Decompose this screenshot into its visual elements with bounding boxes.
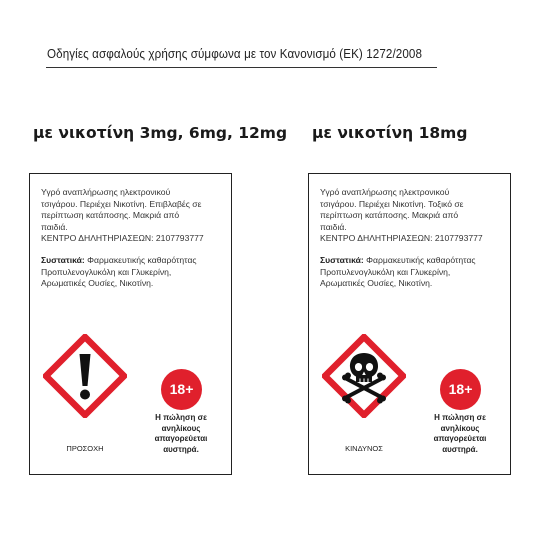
age-notice-line: ανηλίκους <box>161 423 201 433</box>
age-notice-line: απαγορεύεται <box>433 434 487 443</box>
composition-line: Προπυλενογλυκόλη και Γλυκερίνη, <box>41 266 172 277</box>
warning-line: τσιγάρου. Περιέχει Νικοτίνη. Τοξικό σε <box>320 198 464 209</box>
warning-line: περίπτωση κατάποσης. Μακριά από <box>41 210 180 221</box>
composition-line: Αρωματικές Ουσίες, Νικοτίνη. <box>41 278 154 289</box>
composition-text: Φαρμακευτικής καθαρότητας <box>84 254 197 265</box>
warning-line: περίπτωση κατάποσης. Μακριά από <box>320 210 459 221</box>
title-underline <box>46 67 437 68</box>
warning-line: παιδιά. <box>41 221 68 232</box>
warning-line: Υγρό αναπλήρωσης ηλεκτρονικού <box>320 187 450 197</box>
composition-label: Συστατικά: <box>41 254 85 265</box>
age-notice-line: Η πώληση σε <box>434 413 486 422</box>
age-18-badge: 18+ <box>440 369 481 410</box>
skull-crossbones-icon <box>322 334 406 418</box>
composition-line: Προπυλενογλυκόλη και Γλυκερίνη, <box>320 266 451 277</box>
warning-line: Υγρό αναπλήρωσης ηλεκτρονικού <box>41 187 171 197</box>
composition-text: Φαρμακευτικής καθαρότητας <box>363 254 476 265</box>
signal-word: ΠΡΟΣΟΧΗ <box>66 444 104 453</box>
label-card-high-nicotine <box>308 173 511 475</box>
age-restriction-notice <box>134 413 228 455</box>
composition-line <box>41 255 221 267</box>
warning-line: τσιγάρου. Περιέχει Νικοτίνη. Επιβλαβές σε <box>41 198 202 209</box>
composition-label: Συστατικά: <box>320 254 364 265</box>
age-notice-line: Η πώληση σε <box>155 413 207 422</box>
composition-line: Αρωματικές Ουσίες, Νικοτίνη. <box>320 278 433 289</box>
age-notice-line: αυστηρά. <box>442 444 478 454</box>
heading-low-nicotine: με νικοτίνη 3mg, 6mg, 12mg <box>33 124 288 142</box>
composition-line <box>320 255 500 267</box>
heading-high-nicotine: με νικοτίνη 18mg <box>312 124 468 142</box>
age-notice-line: απαγορεύεται <box>154 434 208 443</box>
age-restriction-notice <box>413 413 507 455</box>
age-18-badge: 18+ <box>161 369 202 410</box>
signal-word: ΚΙΝΔΥΝΟΣ <box>345 444 383 453</box>
exclamation-mark-icon <box>43 334 127 418</box>
warning-line: παιδιά. <box>320 221 347 232</box>
poison-center-line: ΚΕΝΤΡΟ ΔΗΛΗΤΗΡΙΑΣΕΩΝ: 2107793777 <box>320 233 483 244</box>
poison-center-line: ΚΕΝΤΡΟ ΔΗΛΗΤΗΡΙΑΣΕΩΝ: 2107793777 <box>41 233 204 244</box>
label-card-low-nicotine <box>29 173 232 475</box>
age-notice-line: αυστηρά. <box>163 444 199 454</box>
age-notice-line: ανηλίκους <box>440 423 480 433</box>
page-title: Οδηγίες ασφαλούς χρήσης σύμφωνα με τον Κανονισμό (ΕΚ) 1272/2008 <box>47 47 423 61</box>
